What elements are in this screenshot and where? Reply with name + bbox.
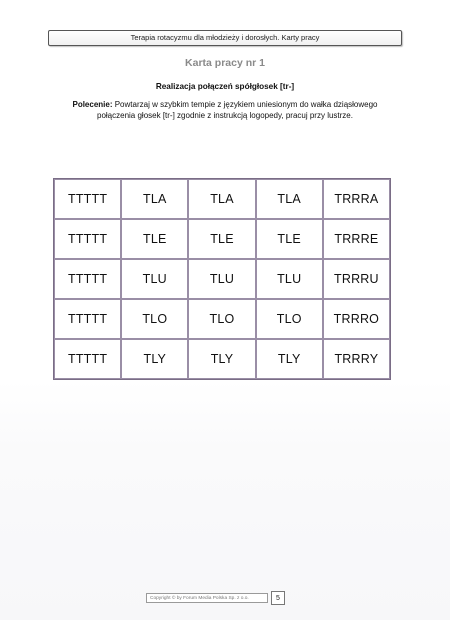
grid-cell: TRRRE xyxy=(323,219,390,259)
grid-cell: TLU xyxy=(256,259,323,299)
grid-cell: TLA xyxy=(121,179,188,219)
grid-cell: TTTTT xyxy=(54,179,121,219)
grid-cell: TRRRY xyxy=(323,339,390,379)
page-footer xyxy=(146,592,286,604)
grid-cell: TLY xyxy=(121,339,188,379)
grid-cell: TLO xyxy=(256,299,323,339)
syllable-grid xyxy=(53,178,391,380)
grid-cell: TTTTT xyxy=(54,219,121,259)
grid-cell: TTTTT xyxy=(54,259,121,299)
grid-cell: TLY xyxy=(188,339,255,379)
instruction-paragraph xyxy=(60,99,390,121)
copyright-notice: Copyright © by Forum Media Polska Sp. z o.o. xyxy=(146,593,268,603)
grid-cell: TLE xyxy=(188,219,255,259)
instruction-text: Powtarzaj w szybkim tempie z językiem uniesionym do wałka dziąsłowego połączenia głosek [tr-] zgodnie z instrukcją logopedy, pracuj przy lustrze. xyxy=(97,100,378,120)
grid-cell: TLU xyxy=(121,259,188,299)
worksheet-title: Karta pracy nr 1 xyxy=(185,57,265,69)
grid-cell: TLO xyxy=(121,299,188,339)
grid-cell: TLA xyxy=(256,179,323,219)
grid-cell: TLE xyxy=(121,219,188,259)
grid-cell: TLA xyxy=(188,179,255,219)
grid-cell: TTTTT xyxy=(54,299,121,339)
grid-cell: TRRRO xyxy=(323,299,390,339)
grid-cell: TLY xyxy=(256,339,323,379)
grid-cell: TLO xyxy=(188,299,255,339)
grid-cell: TRRRU xyxy=(323,259,390,299)
instruction-label: Polecenie: xyxy=(72,100,113,109)
page-number: 5 xyxy=(271,591,285,605)
grid-cell: TRRRA xyxy=(323,179,390,219)
document-header: Terapia rotacyzmu dla młodzieży i dorosłych. Karty pracy xyxy=(48,30,402,46)
grid-cell: TTTTT xyxy=(54,339,121,379)
worksheet-subtitle: Realizacja połączeń spółgłosek [tr-] xyxy=(155,82,295,91)
grid-cell: TLE xyxy=(256,219,323,259)
grid-cell: TLU xyxy=(188,259,255,299)
